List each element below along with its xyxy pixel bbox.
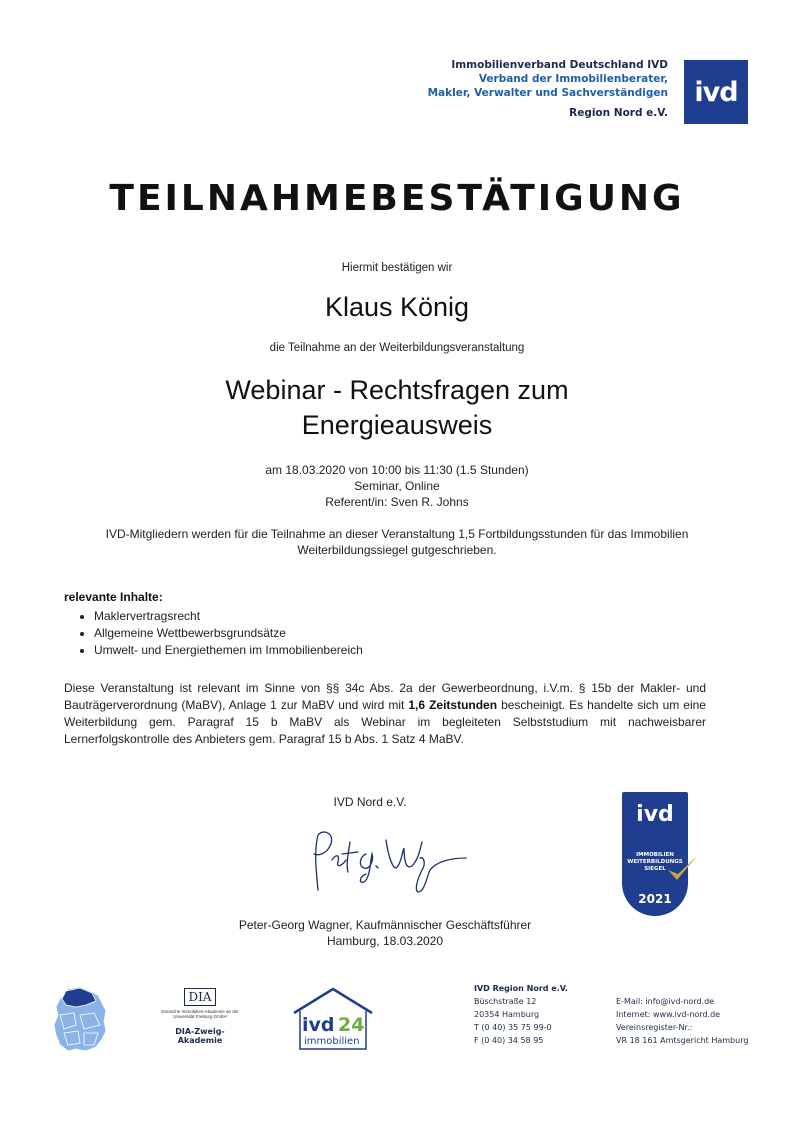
seal-line2: WEITERBILDUNGS: [627, 859, 683, 865]
footer-phone: T (0 40) 35 75 99-0: [474, 1023, 552, 1032]
event-title-line2: Energieausweis: [301, 410, 493, 440]
footer-website: Internet: www.ivd-nord.de: [616, 1010, 721, 1019]
footer-address: [474, 982, 568, 1047]
legal-text-part2: bescheinigt. Es handelte sich um eine Weiterbildung gem. Paragraf 15 b MaBV als Webinar im begleiteten Selbststudium mit nachweisbarer Lernerfolgskontrolle des Anbieters gem. Paragraf 15 b Abs. 1 Satz 4 MaBV.: [64, 698, 706, 746]
seal-logo: ivd: [636, 802, 674, 827]
dia-name: DIA-Zweig-Akademie: [175, 1027, 225, 1045]
dia-subtitle: Deutsche Immobilien-Akademie an der Universität Freiburg GmbH: [161, 1009, 239, 1019]
signer-name: Peter-Georg Wagner, Kaufmännischer Geschäftsführer: [238, 918, 532, 932]
event-title: [0, 373, 794, 443]
footer-org-name: IVD Region Nord e.V.: [474, 984, 568, 993]
participation-text: die Teilnahme an der Weiterbildungsveranstaltung: [269, 342, 525, 354]
footer-city: 20354 Hamburg: [474, 1010, 540, 1019]
ivd-logo: ivd: [684, 60, 748, 124]
org-name: Immobilienverband Deutschland IVD: [451, 59, 668, 71]
footer-register-label: Vereinsregister-Nr.:: [616, 1023, 693, 1032]
document-title: TEILNAHMEBESTÄTIGUNG: [109, 178, 685, 219]
signer-block: [150, 917, 620, 949]
event-date-time: am 18.03.2020 von 10:00 bis 11:30 (1.5 Stunden): [265, 463, 529, 477]
org-subtitle-1: Verband der Immobilienberater,: [478, 73, 668, 85]
list-item: • Umwelt- und Energiethemen im Immobilienbereich: [94, 642, 363, 659]
credit-text-line1: IVD-Mitgliedern werden für die Teilnahme an dieser Veranstaltung 1,5 Fortbildungsstunden für das Immobilien: [105, 527, 689, 541]
checkmark-icon: [664, 854, 700, 884]
ivd24-immobilien: immobilien: [304, 1036, 360, 1047]
event-details: [0, 462, 794, 510]
germany-map-icon: [50, 985, 110, 1055]
contents-list: [76, 608, 363, 659]
list-item: • Allgemeine Wettbewerbsgrundsätze: [94, 625, 363, 642]
list-item: • Maklervertragsrecht: [94, 608, 363, 625]
weiterbildungssiegel-seal: [622, 792, 688, 916]
dia-mark: DIA: [184, 988, 216, 1006]
seal-line1: IMMOBILIEN: [636, 852, 674, 858]
credit-text: [60, 526, 734, 558]
legal-text-part1: Diese Veranstaltung ist relevant im Sinne von §§ 34c Abs. 2a der Gewerbeordnung, i.V.m. § 15b der Makler- und Bauträgerverordnung (MaBV), Anlage 1 zur MaBV und wird mit: [64, 681, 706, 712]
contents-label: relevante Inhalte:: [64, 590, 163, 604]
legal-hours: 1,6 Zeitstunden: [408, 698, 498, 712]
credit-text-line2: Weiterbildungssiegel gutgeschrieben.: [297, 543, 497, 557]
dia-logo: [155, 988, 245, 1045]
footer-contact: [616, 995, 748, 1047]
signature-place-date: Hamburg, 18.03.2020: [326, 934, 444, 948]
seal-line3: SIEGEL: [644, 866, 666, 872]
ivd24-logo: [290, 985, 376, 1053]
seal-year: 2021: [638, 892, 672, 906]
handwritten-signature: [300, 820, 470, 910]
footer-fax: F (0 40) 34 58 95: [474, 1036, 544, 1045]
footer-street: Büschstraße 12: [474, 997, 537, 1006]
ivd24-ivd: ivd: [302, 1014, 335, 1036]
event-title-line1: Webinar - Rechtsfragen zum: [225, 375, 569, 405]
org-subtitle-2: Makler, Verwalter und Sachverständigen: [427, 87, 668, 99]
footer-email: E-Mail: info@ivd-nord.de: [616, 997, 715, 1006]
signature-org: IVD Nord e.V.: [333, 795, 407, 809]
intro-text: Hiermit bestätigen wir: [341, 262, 453, 274]
event-format: Seminar, Online: [354, 479, 440, 493]
ivd24-24: 24: [338, 1014, 365, 1036]
participant-name: Klaus König: [324, 292, 470, 322]
org-region: Region Nord e.V.: [569, 107, 668, 119]
footer-register: VR 18 161 Amtsgericht Hamburg: [616, 1036, 749, 1045]
legal-paragraph: [64, 680, 706, 748]
event-speaker: Referent/in: Sven R. Johns: [325, 495, 469, 509]
organization-header: [428, 58, 668, 120]
